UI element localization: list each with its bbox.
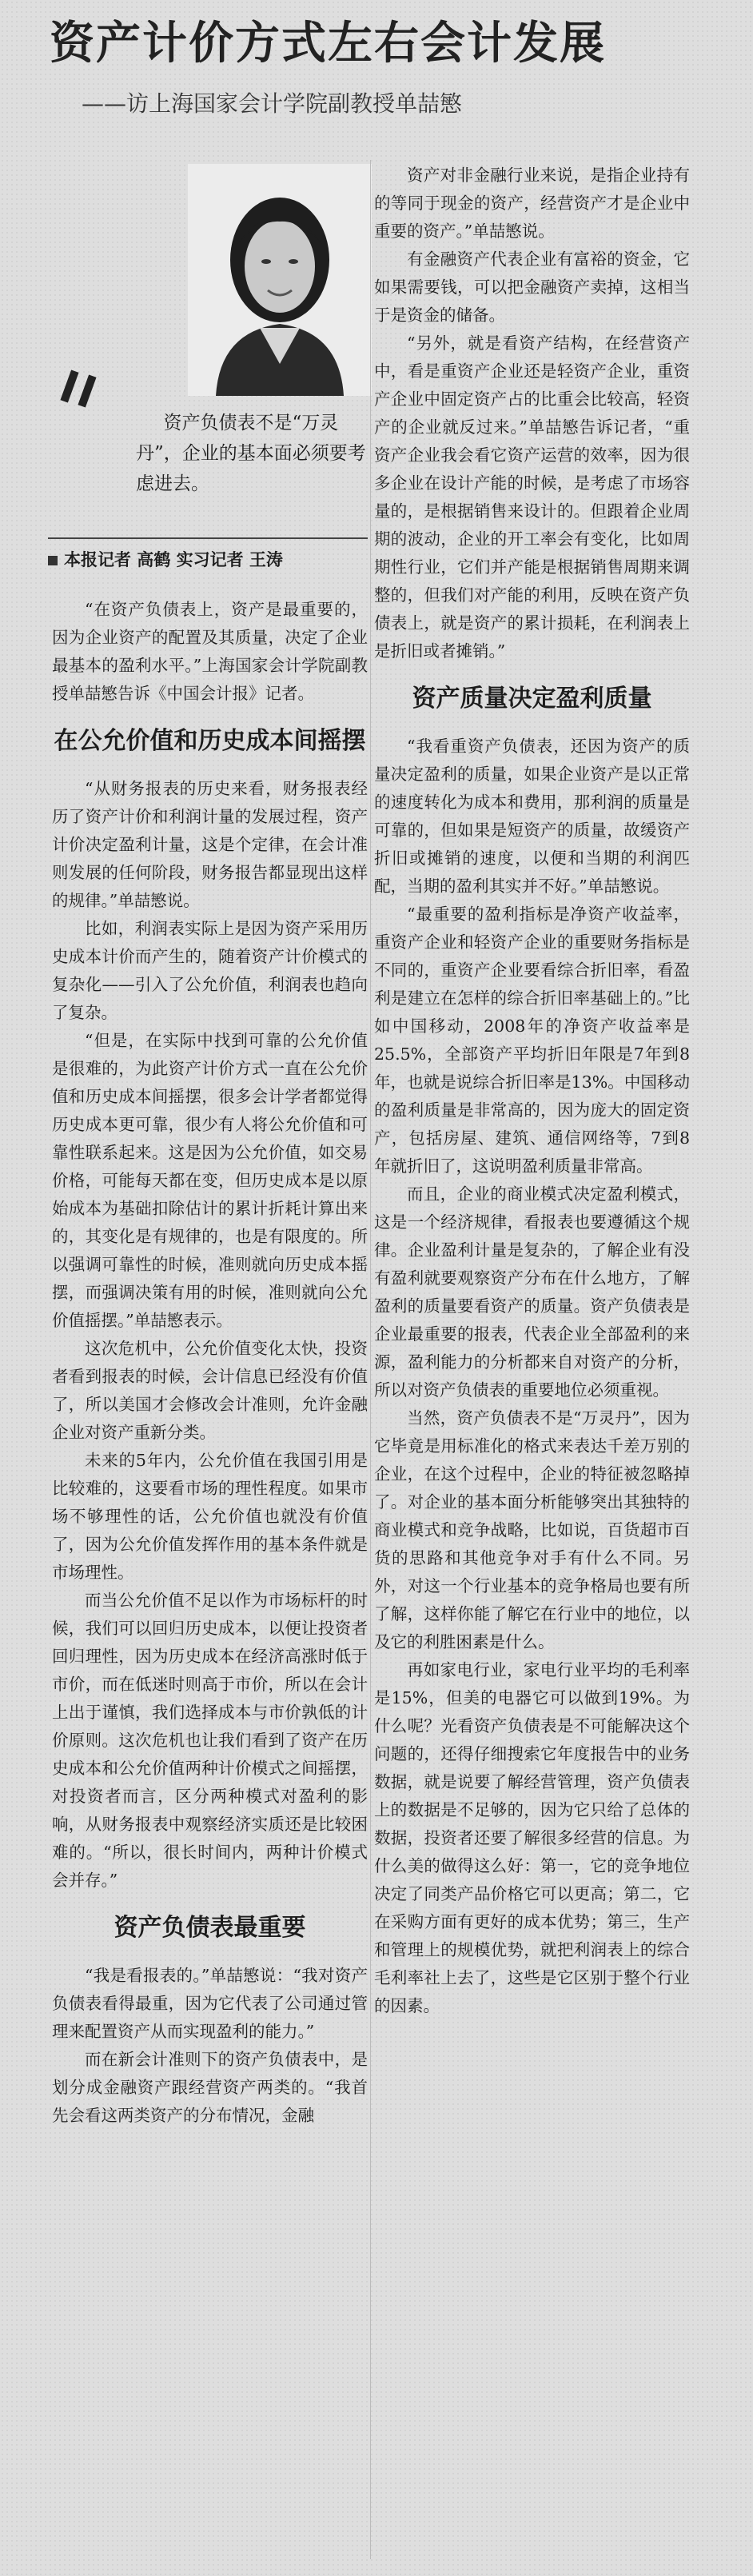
paragraph: “我看重资产负债表，还因为资产的质量决定盈利的质量，如果企业资产是以正常的速度转化为成本和费用，那利润的质量是可靠的，但如果是短资产的质量，故缓资产折旧或摊销的速度，以便和当期的利润匹配，当期的盈利其实并不好。”单喆慜说。 [374,737,690,896]
article-subtitle: ——访上海国家会计学院副教授单喆慜 [82,90,463,117]
section-heading: 资产负债表最重要 [114,1914,306,1942]
paragraph: “从财务报表的历史来看，财务报表经历了资产计价和利润计量的发展过程，资产计价决定盈利计量，这是个定律，在会计准则发展的任何阶段，财务报告都显现出这样的规律。”单喆慜说。 [52,779,368,910]
paragraph: 比如，利润表实际上是因为资产采用历史成本计价而产生的，随着资产计价模式的复杂化——引入了公允价值，利润表也趋向了复杂。 [52,919,368,1022]
byline-square-icon [48,556,58,565]
paragraph: 而在新会计准则下的资产负债表中，是划分成金融资产跟经营资产两类的。“我首先会看这两类资产的分布情况，金融 [52,2050,368,2125]
article-title: 资产计价方式左右会计发展 [50,18,606,70]
paragraph: 资产对非金融行业来说，是指企业持有的等同于现金的资产，经营资产才是企业中重要的资产。”单喆慜说。 [374,166,690,241]
paragraph: “我是看报表的。”单喆慜说：“我对资产负债表看得最重，因为它代表了公司通过管理来配置资产从而实现盈利的能力。” [52,1966,368,2041]
paragraph: “另外，就是看资产结构，在经营资产中，看是重资产企业还是轻资产企业，重资产企业中固定资产占的比重会比较高，轻资产的企业就反过来。”单喆慜告诉记者，“重资产企业我会看它资产运营的效率，因为很多企业在设计产能的时候，是考虑了市场容量的，是根据销售来设计的。但跟着企业周期的波动，企业的开工率会有变化，比如周期性行业，它们并产能是根据销售周期来调整的，但我们对产能的利用，反映在资产负债表上，就是资产的累计损耗，在利润表上是折旧或者摊销。” [374,333,690,661]
paragraph: 未来的5年内，公允价值在我国引用是比较难的，这要看市场的理性程度。如果市场不够理性的话，公允价值也就没有价值了，因为公允价值发挥作用的基本条件就是市场理性。 [52,1451,368,1582]
caption-text: 资产负债表不是“万灵丹”，企业的基本面必须要考虑进去。 [136,413,366,494]
paragraph: 有金融资产代表企业有富裕的资金，它如果需要钱，可以把金融资产卖掉，这相当于是资金的储备。 [374,250,690,325]
photo-caption [136,408,368,499]
paragraph: 而当公允价值不足以作为市场标杆的时候，我们可以回归历史成本，以便让投资者回归理性，因为历史成本在经济高涨时低于市价，而在低迷时则高于市价，所以在会计上出于谨慎，我们选择成本与市价孰低的计价原则。这次危机也让我们看到了资产在历史成本和公允价值两种计价模式之间摇摆，对投资者而言，区分两种模式对盈利的影响，从财务报表中观察经济实质还是比较困难的。“所以，很长时间内，两种计价模式会并存。” [52,1591,368,1890]
headline-block [50,8,737,144]
paragraph: 而且，企业的商业模式决定盈利模式，这是一个经济规律，看报表也要遵循这个规律。企业盈利计量是复杂的，了解企业有没有盈利就要观察资产分布在什么地方，了解盈利的质量要看资产的质量。资产负债表是企业最重要的报表，代表企业全部盈利的来源，盈利能力的分析都来自对资产的分析，所以对资产负债表的重要地位必须重视。 [374,1184,690,1400]
column-divider [370,160,371,2559]
byline-text: 本报记者 高鹤 实习记者 王涛 [64,550,283,569]
quote-mark-icon [56,364,104,412]
paragraph: 再如家电行业，家电行业平均的毛利率是15%，但美的电器它可以做到19%。为什么呢？光看资产负债表是不可能解决这个问题的，还得仔细搜索它年度报告中的业务数据，就是说要了解经营管理，资产负债表上的数据是不足够的，因为它只给了总体的数据，投资者还要了解很多经营的信息。为什么美的做得这么好：第一，它的竞争地位决定了同类产品价格它可以更高；第二，它在采购方面有更好的成本优势；第三，生产和管理上的规模优势，就把利润表上的综合毛利率社上去了，这些是它区别于整个行业的因素。 [374,1660,690,2015]
left-column [52,596,368,2130]
paragraph: “但是，在实际中找到可靠的公允价值是很难的，为此资产计价方式一直在公允价值和历史成本间摇摆，很多会计学者都觉得历史成本更可靠，很少有人将公允价值和可靠性联系起来。这是因为公允价值，如交易价格，可能每天都在变，但历史成本是以原始成本为基础扣除估计的累计折耗计算出来的，其变化是有规律的，也是有限度的。所以强调可靠性的时候，准则就向历史成本摇摆，而强调决策有用的时候，准则就向公允价值摇摆。”单喆慜表示。 [52,1031,368,1330]
paragraph: 当然，资产负债表不是“万灵丹”，因为它毕竟是用标准化的格式来表达千差万别的企业，在这个过程中，企业的特征被忽略掉了。对企业的基本面分析能够突出其独特的商业模式和竞争战略，比如说，百货超市百货的思路和其他竞争对手有什么不同。另外，对这一个行业基本的竞争格局也要有所了解，这样你能了解它在行业中的地位，以及它的利胜困素是什么。 [374,1408,690,1651]
right-column [374,162,690,2020]
intro-paragraph: “在资产负债表上，资产是最重要的，因为企业资产的配置及其质量，决定了企业最基本的盈利水平。”上海国家会计学院副教授单喆慜告诉《中国会计报》记者。 [52,600,368,703]
paragraph: 这次危机中，公允价值变化太快，投资者看到报表的时候，会计信息已经没有价值了，所以美国才会修改会计准则，允许金融企业对资产重新分类。 [52,1339,368,1442]
paragraph: “最重要的盈利指标是净资产收益率，重资产企业和轻资产企业的重要财务指标是不同的，重资产企业要看综合折旧率，看盈利是建立在怎样的综合折旧率基础上的。”比如中国移动，2008年的净资产收益率是25.5%，全部资产平均折旧年限是7年到8年，也就是说综合折旧率是13%。中国移动的盈利质量是非常高的，因为庞大的固定资产，包括房屋、建筑、通信网络等，7到8年就折旧了，这说明盈利质量非常高。 [374,905,690,1176]
section-heading: 在公允价值和历史成本间摇摆 [54,727,366,755]
portrait-photo [188,164,372,396]
byline [48,537,368,571]
section-heading: 资产质量决定盈利质量 [412,685,652,713]
